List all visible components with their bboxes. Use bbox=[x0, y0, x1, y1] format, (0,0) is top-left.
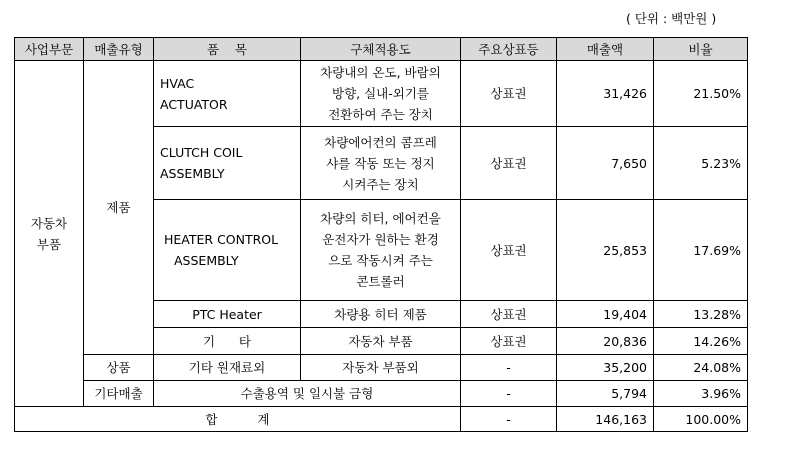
item-line: HVAC bbox=[160, 75, 195, 91]
sales-cell: 31,426 bbox=[557, 61, 654, 127]
brand-cell: 상표권 bbox=[461, 127, 557, 200]
header-ratio: 비율 bbox=[654, 38, 748, 61]
ratio-cell: 24.08% bbox=[654, 355, 748, 381]
ratio-cell: 3.96% bbox=[654, 381, 748, 407]
usage-line: 시켜주는 장치 bbox=[342, 176, 419, 192]
brand-cell: - bbox=[461, 407, 557, 432]
total-row bbox=[15, 407, 748, 432]
ratio-cell: 17.69% bbox=[654, 200, 748, 301]
other-desc-cell: 수출용역 및 일시불 금형 bbox=[154, 381, 461, 407]
usage-cell: 자동차 부품 bbox=[301, 328, 461, 355]
sales-cell: 35,200 bbox=[557, 355, 654, 381]
usage-line: 콘트롤러 bbox=[356, 274, 405, 289]
usage-line: 차량에어컨의 콤프레 bbox=[324, 134, 437, 150]
usage-line: 전환하여 주는 장치 bbox=[328, 107, 433, 122]
brand-cell: - bbox=[461, 381, 557, 407]
brand-cell: 상표권 bbox=[461, 328, 557, 355]
ratio-cell: 14.26% bbox=[654, 328, 748, 355]
division-line: 자동차 bbox=[30, 215, 68, 231]
usage-line: 샤를 작동 또는 정지 bbox=[326, 155, 435, 171]
usage-line: 차량내의 온도, 바람의 bbox=[320, 65, 441, 80]
sales-cell: 20,836 bbox=[557, 328, 654, 355]
sales-cell: 25,853 bbox=[557, 200, 654, 301]
usage-line: 운전자가 원하는 환경 bbox=[322, 232, 439, 247]
usage-cell bbox=[301, 127, 461, 200]
ratio-cell: 5.23% bbox=[654, 127, 748, 200]
item-cell bbox=[154, 127, 301, 200]
usage-cell: 자동차 부품외 bbox=[301, 355, 461, 381]
item-line: ASSEMBLY bbox=[160, 166, 225, 181]
type-other: 기타매출 bbox=[84, 381, 154, 407]
sales-cell: 5,794 bbox=[557, 381, 654, 407]
unit-label: ( 단위 : 백만원 ) bbox=[626, 11, 717, 26]
header-usage: 구체적용도 bbox=[301, 38, 461, 61]
sales-cell: 7,650 bbox=[557, 127, 654, 200]
ratio-cell: 13.28% bbox=[654, 301, 748, 328]
header-item: 품 목 bbox=[154, 38, 301, 61]
item-cell: 기타 원재료외 bbox=[154, 355, 301, 381]
usage-cell bbox=[301, 61, 461, 127]
usage-line: 차량의 히터, 에어컨을 bbox=[320, 211, 441, 226]
total-label: 합 계 bbox=[15, 407, 461, 432]
usage-cell bbox=[301, 200, 461, 301]
item-line: CLUTCH COIL bbox=[160, 145, 243, 160]
brand-cell: 상표권 bbox=[461, 301, 557, 328]
header-row bbox=[15, 38, 748, 61]
item-line: ASSEMBLY bbox=[174, 253, 239, 268]
item-cell bbox=[154, 61, 301, 127]
table-row bbox=[15, 381, 748, 407]
sales-cell: 19,404 bbox=[557, 301, 654, 328]
table-row bbox=[15, 355, 748, 381]
header-division: 사업부문 bbox=[15, 38, 84, 61]
division-cell bbox=[15, 61, 84, 407]
ratio-cell: 21.50% bbox=[654, 61, 748, 127]
sales-cell: 146,163 bbox=[557, 407, 654, 432]
header-brand: 주요상표등 bbox=[461, 38, 557, 61]
table-row bbox=[15, 61, 748, 127]
usage-line: 으로 작동시켜 주는 bbox=[328, 253, 433, 268]
brand-cell: 상표권 bbox=[461, 200, 557, 301]
item-cell bbox=[154, 200, 301, 301]
item-cell: PTC Heater bbox=[154, 301, 301, 328]
brand-cell: 상표권 bbox=[461, 61, 557, 127]
header-sales: 매출액 bbox=[557, 38, 654, 61]
brand-cell: - bbox=[461, 355, 557, 381]
item-line: HEATER CONTROL bbox=[164, 232, 279, 247]
usage-cell: 차량용 히터 제품 bbox=[301, 301, 461, 328]
item-line: ACTUATOR bbox=[160, 96, 228, 112]
ratio-cell: 100.00% bbox=[654, 407, 748, 432]
type-product: 제품 bbox=[84, 61, 154, 355]
type-goods: 상품 bbox=[84, 355, 154, 381]
header-sales-type: 매출유형 bbox=[84, 38, 154, 61]
item-cell: 기 타 bbox=[154, 328, 301, 355]
division-line: 부품 bbox=[36, 236, 62, 252]
usage-line: 방향, 실내-외기를 bbox=[332, 86, 429, 101]
sales-table bbox=[14, 37, 748, 432]
